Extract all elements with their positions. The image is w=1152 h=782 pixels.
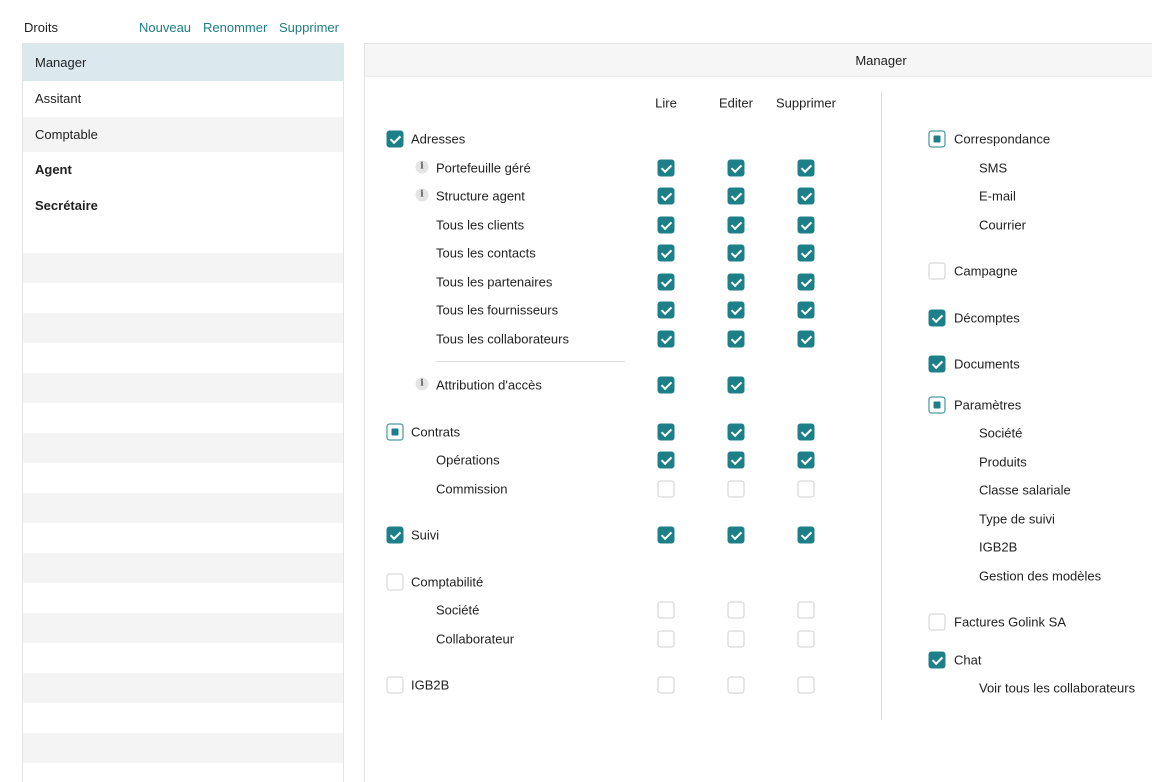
panel-title: Manager [855, 53, 907, 68]
label-parametres: Paramètres [954, 397, 1022, 413]
empty-role-row [23, 223, 343, 253]
checkbox-partenaires-delete[interactable] [798, 274, 815, 291]
checkbox-structure-read[interactable] [658, 188, 675, 205]
checkbox-igb2b-read[interactable] [658, 677, 675, 694]
checkbox-operations-read[interactable] [658, 452, 675, 469]
checkbox-suivi[interactable] [387, 527, 404, 544]
label-compta_collab: Collaborateur [436, 631, 515, 647]
empty-role-row [23, 283, 343, 313]
permissions-panel [364, 43, 1152, 782]
checkbox-compta_collab-delete[interactable] [798, 631, 815, 648]
empty-role-row [23, 433, 343, 463]
label-partenaires: Tous les partenaires [436, 274, 553, 290]
checkbox-portefeuille-delete[interactable] [798, 160, 815, 177]
checkbox-operations-edit[interactable] [728, 452, 745, 469]
checkbox-suivi-edit[interactable] [728, 527, 745, 544]
rights-title: Droits [24, 20, 58, 35]
checkbox-documents[interactable] [929, 356, 946, 373]
empty-role-row [23, 703, 343, 733]
label-factures: Factures Golink SA [954, 614, 1066, 630]
checkbox-igb2b-delete[interactable] [798, 677, 815, 694]
section-divider [436, 361, 625, 362]
delete-role-button[interactable]: Supprimer [279, 20, 339, 35]
label-portefeuille: Portefeuille géré [436, 160, 531, 176]
checkbox-commission-edit[interactable] [728, 481, 745, 498]
checkbox-compta_societe-edit[interactable] [728, 602, 745, 619]
label-p_classe: Classe salariale [979, 482, 1071, 498]
checkbox-collaborateurs-read[interactable] [658, 331, 675, 348]
checkbox-contacts-delete[interactable] [798, 245, 815, 262]
role-item[interactable]: Secrétaire [35, 197, 98, 213]
empty-role-row [23, 523, 343, 553]
label-compta_societe: Société [436, 602, 480, 618]
checkbox-fournisseurs-delete[interactable] [798, 302, 815, 319]
label-contrats: Contrats [411, 424, 461, 440]
checkbox-suivi-delete[interactable] [798, 527, 815, 544]
empty-role-row [23, 343, 343, 373]
empty-role-row [23, 763, 343, 782]
label-structure: Structure agent [436, 188, 525, 204]
checkbox-partenaires-read[interactable] [658, 274, 675, 291]
label-chat: Chat [954, 652, 982, 668]
empty-role-row [23, 583, 343, 613]
empty-role-row [23, 733, 343, 763]
label-clients: Tous les clients [436, 217, 525, 233]
panel-header [365, 44, 1152, 77]
role-list [22, 43, 344, 782]
checkbox-clients-delete[interactable] [798, 217, 815, 234]
label-operations: Opérations [436, 452, 500, 468]
column-header-delete: Supprimer [776, 95, 836, 111]
label-attribution: Attribution d'accès [436, 377, 542, 393]
label-p_societe: Société [979, 425, 1023, 441]
checkbox-compta_collab-edit[interactable] [728, 631, 745, 648]
label-contacts: Tous les contacts [436, 245, 536, 261]
checkbox-contrats-read[interactable] [658, 424, 675, 441]
checkbox-factures[interactable] [929, 614, 946, 631]
empty-role-row [23, 553, 343, 583]
checkbox-partenaires-edit[interactable] [728, 274, 745, 291]
checkbox-campagne[interactable] [929, 263, 946, 280]
label-documents: Documents [954, 356, 1020, 372]
checkbox-fournisseurs-read[interactable] [658, 302, 675, 319]
rights-toolbar [24, 20, 354, 38]
checkbox-igb2b-edit[interactable] [728, 677, 745, 694]
empty-role-row [23, 253, 343, 283]
label-campagne: Campagne [954, 263, 1018, 279]
info-icon[interactable]: i [416, 378, 429, 391]
checkbox-attribution-edit[interactable] [728, 377, 745, 394]
label-fournisseurs: Tous les fournisseurs [436, 302, 559, 318]
checkbox-contrats[interactable] [387, 424, 404, 441]
new-role-button[interactable]: Nouveau [139, 20, 192, 35]
checkbox-correspondance[interactable] [929, 131, 946, 148]
checkbox-portefeuille-edit[interactable] [728, 160, 745, 177]
checkbox-commission-delete[interactable] [798, 481, 815, 498]
checkbox-structure-edit[interactable] [728, 188, 745, 205]
info-icon[interactable]: i [416, 189, 429, 202]
checkbox-fournisseurs-edit[interactable] [728, 302, 745, 319]
column-header-read: Lire [655, 95, 677, 111]
column-divider [881, 92, 882, 720]
label-voir_collab: Voir tous les collaborateurs [979, 680, 1136, 696]
empty-role-row [23, 673, 343, 703]
checkbox-compta_societe-delete[interactable] [798, 602, 815, 619]
role-item[interactable]: Manager [23, 44, 343, 81]
label-collaborateurs: Tous les collaborateurs [436, 331, 569, 347]
label-p_produits: Produits [979, 454, 1027, 470]
checkbox-structure-delete[interactable] [798, 188, 815, 205]
empty-role-row [23, 403, 343, 433]
column-header-edit: Editer [719, 95, 753, 111]
checkbox-clients-read[interactable] [658, 217, 675, 234]
checkbox-clients-edit[interactable] [728, 217, 745, 234]
label-courrier: Courrier [979, 217, 1026, 233]
checkbox-compta_societe-read[interactable] [658, 602, 675, 619]
checkbox-operations-delete[interactable] [798, 452, 815, 469]
checkbox-decomptes[interactable] [929, 310, 946, 327]
label-commission: Commission [436, 481, 508, 497]
checkbox-portefeuille-read[interactable] [658, 160, 675, 177]
label-igb2b: IGB2B [411, 677, 450, 693]
info-icon[interactable]: i [416, 161, 429, 174]
checkbox-attribution-read[interactable] [658, 377, 675, 394]
empty-role-row [23, 313, 343, 343]
checkbox-commission-read[interactable] [658, 481, 675, 498]
checkbox-comptabilite[interactable] [387, 574, 404, 591]
label-p_igb2b: IGB2B [979, 539, 1018, 555]
checkbox-contrats-delete[interactable] [798, 424, 815, 441]
label-correspondance: Correspondance [954, 131, 1051, 147]
checkbox-contacts-edit[interactable] [728, 245, 745, 262]
label-sms: SMS [979, 160, 1008, 176]
checkbox-igb2b[interactable] [387, 677, 404, 694]
checkbox-contacts-read[interactable] [658, 245, 675, 262]
rename-role-button[interactable]: Renommer [203, 20, 268, 35]
label-p_modeles: Gestion des modèles [979, 568, 1102, 584]
checkbox-contrats-edit[interactable] [728, 424, 745, 441]
checkbox-suivi-read[interactable] [658, 527, 675, 544]
checkbox-compta_collab-read[interactable] [658, 631, 675, 648]
label-decomptes: Décomptes [954, 310, 1020, 326]
role-item[interactable]: Agent [35, 162, 72, 177]
checkbox-collaborateurs-delete[interactable] [798, 331, 815, 348]
checkbox-parametres[interactable] [929, 397, 946, 414]
empty-role-row [23, 493, 343, 523]
checkbox-chat[interactable] [929, 652, 946, 669]
role-item[interactable]: Comptable [23, 117, 343, 153]
empty-role-row [23, 643, 343, 673]
label-suivi: Suivi [411, 527, 440, 543]
label-email: E-mail [979, 188, 1016, 204]
checkbox-collaborateurs-edit[interactable] [728, 331, 745, 348]
checkbox-adresses[interactable] [387, 131, 404, 148]
role-item[interactable]: Assitant [35, 91, 82, 106]
label-comptabilite: Comptabilité [411, 574, 484, 590]
label-adresses: Adresses [411, 131, 466, 147]
empty-role-row [23, 373, 343, 403]
empty-role-row [23, 463, 343, 493]
empty-role-row [23, 613, 343, 643]
label-p_typesuivi: Type de suivi [979, 511, 1055, 527]
